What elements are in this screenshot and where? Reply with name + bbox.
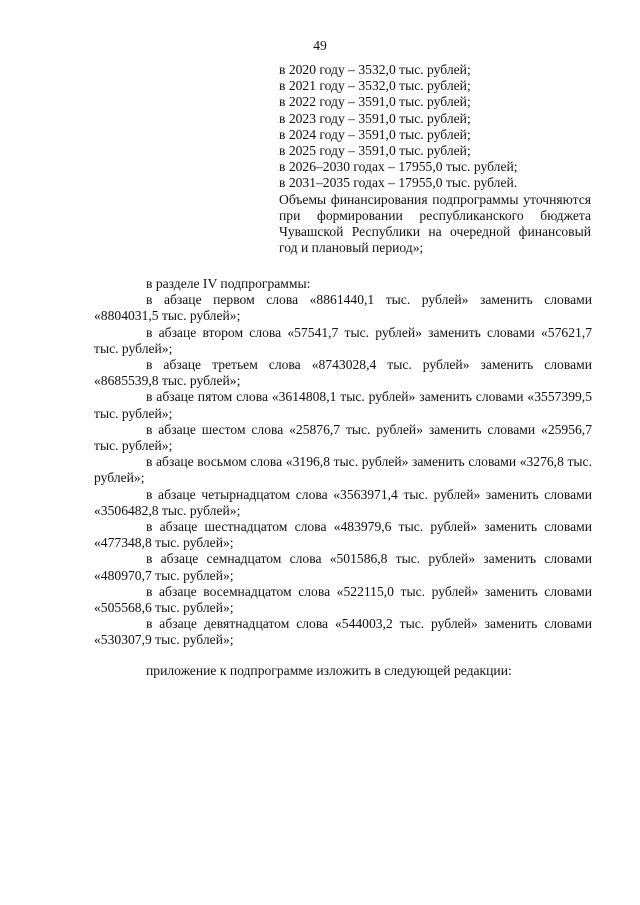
funding-line-2021: в 2021 году – 3532,0 тыс. рублей; <box>279 78 471 94</box>
amendment-paragraph-14: в абзаце четырнадцатом слова «3563971,4 тыс. рублей» заменить словами «3506482,8 тыс. рублей»; <box>94 486 592 518</box>
funding-note: Объемы финансирования подпрограммы уточняются при формировании республиканского бюджета Чувашской Республики на очередной финансовый год и плановый период»; <box>279 191 591 256</box>
funding-block <box>279 62 591 256</box>
funding-line-2020: в 2020 году – 3532,0 тыс. рублей; <box>279 62 471 77</box>
funding-line-2022: в 2022 году – 3591,0 тыс. рублей; <box>279 94 471 110</box>
amendment-paragraph-6: в абзаце шестом слова «25876,7 тыс. рублей» заменить словами «25956,7 тыс. рублей»; <box>94 421 592 454</box>
page-number: 49 <box>313 38 327 53</box>
final-instruction: приложение к подпрограмме изложить в следующей редакции: <box>146 663 512 678</box>
amendment-paragraph-3: в абзаце третьем слова «8743028,4 тыс. рублей» заменить словами «8685539,8 тыс. рублей»; <box>94 357 592 389</box>
amendment-paragraph-18: в абзаце восемнадцатом слова «522115,0 тыс. рублей» заменить словами «505568,6 тыс. рублей»; <box>94 583 592 616</box>
amendment-paragraph-5: в абзаце пятом слова «3614808,1 тыс. рублей» заменить словами «3557399,5 тыс. рублей»; <box>94 389 592 421</box>
amendment-paragraph-17: в абзаце семнадцатом слова «501586,8 тыс. рублей» заменить словами «480970,7 тыс. рублей»; <box>94 551 592 583</box>
funding-line-2024: в 2024 году – 3591,0 тыс. рублей; <box>279 126 471 142</box>
amendment-paragraph-16: в абзаце шестнадцатом слова «483979,6 тыс. рублей» заменить словами «477348,8 тыс. рублей»; <box>94 519 592 551</box>
amendment-paragraph-8: в абзаце восьмом слова «3196,8 тыс. рублей» заменить словами «3276,8 тыс. рублей»; <box>94 454 592 486</box>
funding-line-2031-2035: в 2031–2035 годах – 17955,0 тыс. рублей. <box>279 175 518 191</box>
amendment-paragraph-2: в абзаце втором слова «57541,7 тыс. рублей» заменить словами «57621,7 тыс. рублей»; <box>94 324 592 356</box>
funding-line-2023: в 2023 году – 3591,0 тыс. рублей; <box>279 110 471 126</box>
amendment-paragraph-1: в абзаце первом слова «8861440,1 тыс. рублей» заменить словами «8804031,5 тыс. рублей»; <box>94 292 592 324</box>
section-heading: в разделе IV подпрограммы: <box>146 276 311 291</box>
amendments-section <box>94 276 592 649</box>
funding-line-2025: в 2025 году – 3591,0 тыс. рублей; <box>279 143 471 159</box>
funding-line-2026-2030: в 2026–2030 годах – 17955,0 тыс. рублей; <box>279 159 518 175</box>
amendment-paragraph-19: в абзаце девятнадцатом слова «544003,2 тыс. рублей» заменить словами «530307,9 тыс. рублей»; <box>94 616 592 648</box>
